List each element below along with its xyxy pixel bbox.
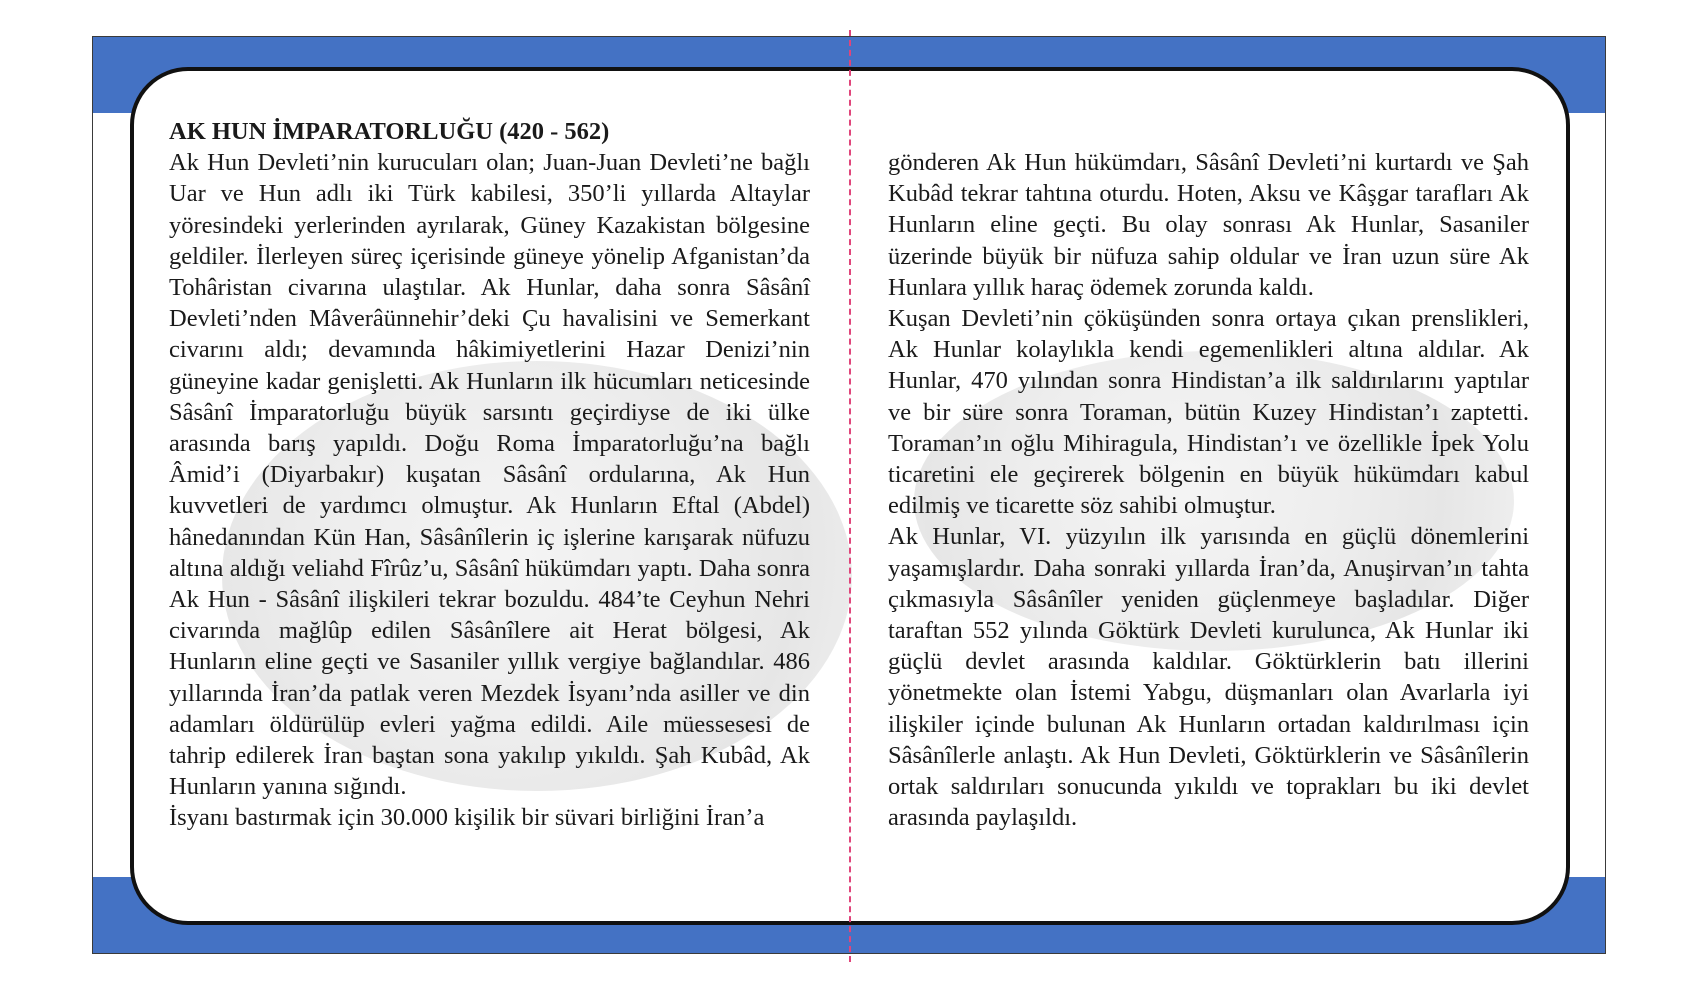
paragraph: Kuşan Devleti’nin çöküşünden sonra ortaya çıkan prenslikleri, Ak Hunlar kolaylıkla kendi egemenlikleri altına aldılar. Ak Hunlar, 470 yılından sonra Hindistan’a ilk saldırılarını yaptılar ve bir süre sonra Toraman, bütün Kuzey Hindistan’ı zaptetti. Toraman’ın oğlu Mihiragula, Hindistan’ı ve özellikle İpek Yolu ticaretini ele geçirerek bölgenin en büyük hükümdarı kabul edilmiş ve ticarette söz sahibi olmuştur. (888, 305, 1529, 520)
left-column (169, 116, 810, 834)
page-title: AK HUN İMPARATORLUĞU (420 - 562) (169, 118, 610, 145)
paragraph: İsyanı bastırmak için 30.000 kişilik bir süvari birliğini İran’a (169, 804, 765, 832)
right-column (888, 147, 1529, 833)
paragraph: Ak Hunlar, VI. yüzyılın ilk yarısında en güçlü dönemlerini yaşamışlardır. Daha sonraki yıllarda İran’da, Anuşirvan’ın tahta çıkmasıyla Sâsânîler yeniden güçlenmeye başladılar. Diğer taraftan 552 yılında Göktürk Devleti kurulunca, Ak Hunlar iki güçlü devlet arasında kaldılar. Göktürklerin batı illerini yönetmekte olan İstemi Yabgu, düşmanları olan Avarlarla iyi ilişkiler içinde bulunan Ak Hunların ortadan kaldırılması için Sâsânîlerle anlaştı. Ak Hun Devleti, Göktürklerin ve Sâsânîlerin ortak saldırıları sonucunda yıkıldı ve toprakları bu iki devlet arasında paylaşıldı. (888, 523, 1529, 832)
fold-line (849, 30, 851, 962)
paragraph: Ak Hun Devleti’nin kurucuları olan; Juan-Juan Devleti’ne bağlı Uar ve Hun adlı iki Türk kabilesi, 350’li yıllarda Altaylar yöresindeki yerlerinden ayrılarak, Güney Kazakistan bölgesine geldiler. İlerleyen süreç içerisinde güneye yönelip Afganistan’da Tohâristan civarına ulaştılar. Ak Hunlar, daha sonra Sâsânî Devleti’nden Mâverâünnehir’deki Çu havalisini ve Semerkant civarını aldı; devamında hâkimiyetlerini Hazar Denizi’nin güneyine kadar genişletti. Ak Hunların ilk hücumları neticesinde Sâsânî İmparatorluğu büyük sarsıntı geçirdiyse de iki ülke arasında barış yapıldı. Doğu Roma İmparatorluğu’na bağlı Âmid’i (Diyarbakır) kuşatan Sâsânî ordularına, Ak Hun kuvvetleri de yardımcı olmuştur. Ak Hunların Eftal (Abdel) hânedanından Kün Han, Sâsânîlerin iç işlerine karışarak nüfuzu altına aldığı veliahd Fîrûz’u, Sâsânî hükümdarı yaptı. Daha sonra Ak Hun - Sâsânî ilişkileri tekrar bozuldu. 484’te Ceyhun Nehri civarında mağlûp edilen Sâsânîlere ait Herat bölgesi, Ak Hunların eline geçti ve Sasaniler yıllık vergiye bağlandılar. 486 yıllarında İran’da patlak veren Mezdek İsyanı’nda asiller ve din adamları öldürülüp evleri yağma edildi. Aile müessesesi de tahrip edilerek İran baştan sona yakılıp yıkıldı. Şah Kubâd, Ak Hunların yanına sığındı. (169, 149, 810, 801)
paragraph: gönderen Ak Hun hükümdarı, Sâsânî Devleti’ni kurtardı ve Şah Kubâd tekrar tahtına oturdu. Hoten, Aksu ve Kâşgar tarafları Ak Hunların eline geçti. Bu olay sonrası Ak Hunlar, Sasaniler üzerinde büyük bir nüfuza sahip oldular ve İran uzun süre Ak Hunlara yıllık haraç ödemek zorunda kaldı. (888, 149, 1529, 301)
